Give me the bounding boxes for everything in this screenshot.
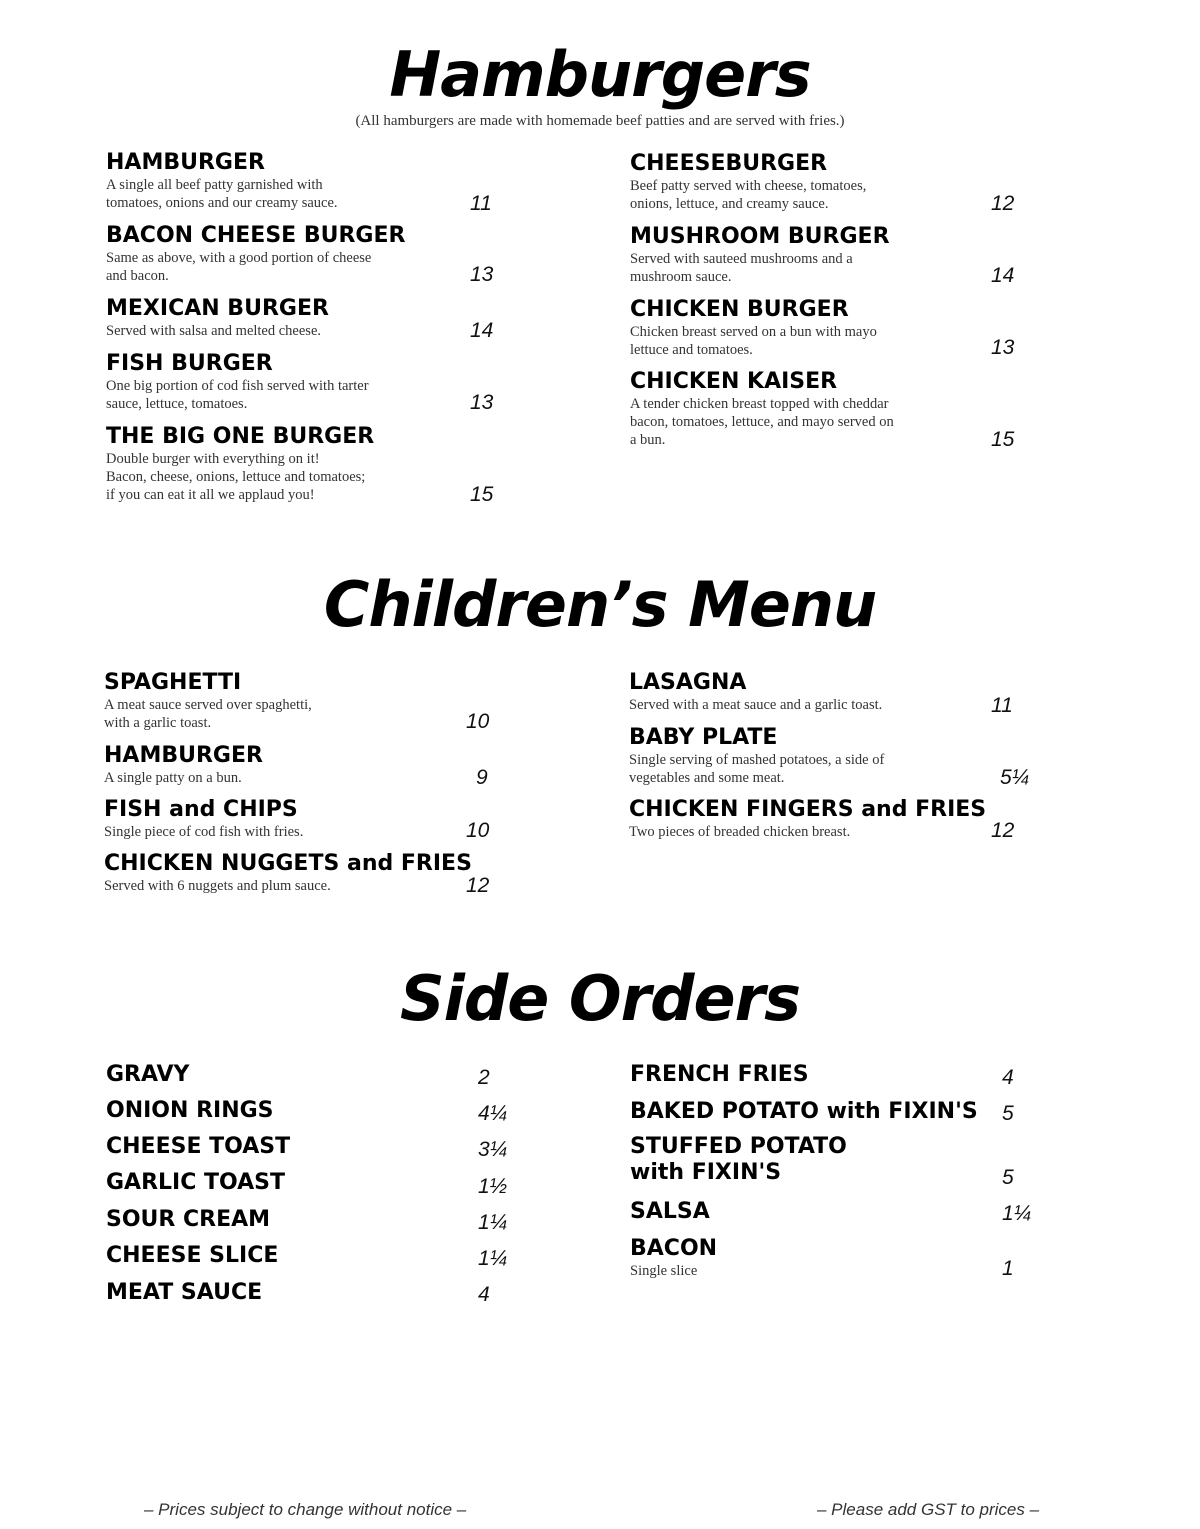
menu-item-mexican-burger [106, 296, 329, 340]
item-description: A tender chicken breast topped with cheddar bacon, tomatoes, lettuce, and mayo served on a bun. [630, 396, 894, 448]
side-item-french-fries: FRENCH FRIES [630, 1062, 809, 1087]
item-description: Single serving of mashed potatoes, a side of vegetables and some meat. [629, 752, 885, 786]
item-name: THE BIG ONE BURGER [106, 424, 375, 449]
item-description: Beef patty served with cheese, tomatoes, onions, lettuce, and creamy sauce. [630, 178, 867, 212]
item-name: CHICKEN KAISER [630, 369, 838, 394]
side-item-garlic-toast: GARLIC TOAST [106, 1170, 286, 1195]
menu-item-baby-plate [629, 725, 884, 787]
menu-item-chicken-nuggets [104, 851, 472, 895]
footer-price-notice: – Prices subject to change without notice – [144, 1500, 467, 1519]
menu-item-chicken-kaiser [630, 369, 894, 449]
side-item-onion-rings: ONION RINGS [106, 1098, 274, 1123]
item-description: Two pieces of breaded chicken breast. [629, 824, 851, 840]
menu-item-fish-and-chips [104, 797, 303, 841]
menu-item-bacon-cheese-burger [106, 223, 405, 285]
item-price: 10 [466, 710, 490, 733]
item-name: FISH and CHIPS [104, 797, 298, 822]
hamburgers-subtitle: (All hamburgers are made with homemade beef patties and are served with fries.) [355, 113, 845, 129]
item-name: BACON CHEESE BURGER [106, 223, 406, 248]
item-price: 4 [1002, 1066, 1014, 1089]
item-description: A single patty on a bun. [104, 770, 242, 786]
item-price: 10 [466, 819, 490, 842]
side-item-baked-potato: BAKED POTATO with FIXIN'S [630, 1099, 978, 1124]
item-price: 13 [470, 391, 494, 414]
item-price: 5¼ [1000, 766, 1030, 789]
hamburgers-title: Hamburgers [389, 38, 811, 111]
item-price: 11 [991, 694, 1013, 717]
item-description: A single all beef patty garnished with tomatoes, onions and our creamy sauce. [106, 177, 338, 211]
item-description: One big portion of cod fish served with tarter sauce, lettuce, tomatoes. [106, 378, 369, 412]
item-description: Served with 6 nuggets and plum sauce. [104, 878, 331, 894]
side-item-salsa: SALSA [630, 1199, 710, 1224]
side-item-cheese-toast: CHEESE TOAST [106, 1134, 291, 1159]
item-price: 5 [1002, 1102, 1014, 1125]
item-description: Double burger with everything on it! Bacon, cheese, onions, lettuce and tomatoes; if you can eat it all we applaud you! [106, 451, 366, 503]
item-name: BACON [630, 1236, 718, 1261]
menu-item-chicken-burger [630, 297, 877, 359]
item-price: 1 [1002, 1257, 1014, 1280]
item-price: 15 [470, 483, 494, 506]
item-name: LASAGNA [629, 670, 747, 695]
item-price: 14 [991, 264, 1015, 287]
item-description: Chicken breast served on a bun with mayo lettuce and tomatoes. [630, 324, 877, 358]
item-name: HAMBURGER [104, 743, 263, 768]
side-item-gravy: GRAVY [106, 1062, 190, 1087]
item-price: 12 [991, 819, 1015, 842]
item-price: 3¼ [478, 1138, 508, 1161]
menu-item-lasagna [629, 670, 882, 714]
menu-item-hamburger [106, 150, 338, 212]
item-price: 9 [476, 766, 488, 789]
item-price: 2 [478, 1066, 490, 1089]
side-item-stuffed-potato: STUFFED POTATO with FIXIN'S [630, 1134, 847, 1185]
item-name: BABY PLATE [629, 725, 778, 750]
side-item-cheese-slice: CHEESE SLICE [106, 1243, 279, 1268]
item-description: Single piece of cod fish with fries. [104, 824, 304, 840]
item-price: 13 [470, 263, 494, 286]
item-price: 12 [466, 874, 490, 897]
item-price: 1¼ [1002, 1202, 1032, 1225]
item-price: 4¼ [478, 1102, 508, 1125]
side-item-meat-sauce: MEAT SAUCE [106, 1280, 263, 1305]
item-price: 15 [991, 428, 1015, 451]
item-description: Served with a meat sauce and a garlic toast. [629, 697, 883, 713]
menu-item-the-big-one-burger [106, 424, 374, 504]
footer-gst-notice: – Please add GST to prices – [817, 1500, 1040, 1519]
item-name: CHEESEBURGER [630, 151, 828, 176]
item-price: 11 [470, 192, 492, 215]
item-name: FISH BURGER [106, 351, 273, 376]
item-name: MUSHROOM BURGER [630, 224, 890, 249]
item-price: 5 [1002, 1166, 1014, 1189]
item-name: MEXICAN BURGER [106, 296, 329, 321]
side-orders-title: Side Orders [399, 962, 801, 1035]
item-description: Same as above, with a good portion of cheese and bacon. [106, 250, 372, 284]
item-name: CHICKEN BURGER [630, 297, 849, 322]
menu-item-chicken-fingers [629, 797, 986, 841]
item-price: 14 [470, 319, 494, 342]
menu-item-mushroom-burger [630, 224, 890, 286]
childrens-menu-title: Children’s Menu [323, 568, 877, 641]
side-item-bacon [630, 1236, 717, 1280]
item-name: SPAGHETTI [104, 670, 242, 695]
item-name: HAMBURGER [106, 150, 265, 175]
item-price: 13 [991, 336, 1015, 359]
item-price: 1¼ [478, 1211, 508, 1234]
item-name: CHICKEN NUGGETS and FRIES [104, 851, 472, 876]
menu-item-spaghetti [104, 670, 312, 732]
item-price: 4 [478, 1283, 490, 1306]
menu-item-cheeseburger [630, 151, 866, 213]
item-description: Single slice [630, 1263, 698, 1279]
menu-item-kids-hamburger [104, 743, 263, 787]
item-price: 12 [991, 192, 1015, 215]
item-description: Served with salsa and melted cheese. [106, 323, 322, 339]
item-name: CHICKEN FINGERS and FRIES [629, 797, 987, 822]
menu-item-fish-burger [106, 351, 369, 413]
item-description: Served with sauteed mushrooms and a mushroom sauce. [630, 251, 853, 285]
item-price: 1½ [478, 1175, 508, 1198]
item-description: A meat sauce served over spaghetti, with a garlic toast. [104, 697, 312, 731]
item-price: 1¼ [478, 1247, 508, 1270]
side-item-sour-cream: SOUR CREAM [106, 1207, 271, 1232]
